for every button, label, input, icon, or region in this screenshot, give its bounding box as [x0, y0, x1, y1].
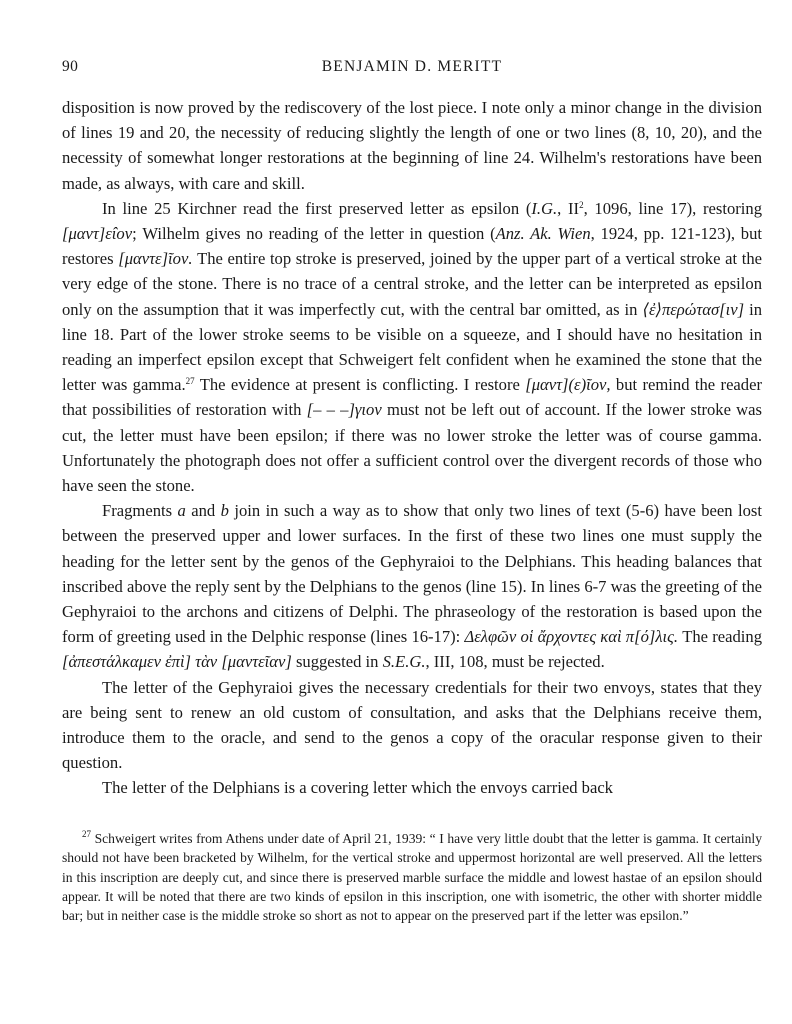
running-head [62, 58, 762, 84]
text-run: The entire top stroke is preserved, joined by the upper part of a vertical stroke at the very edge of the stone. There is no trace of a central stroke, and the letter can be interpreted as epsilon only on the assumption that it was imperfectly cut, with the central bar omitted, as in [62, 249, 762, 319]
greek-restoration: [μαντ](ε)ῖον, [525, 375, 611, 395]
paragraph-2 [62, 196, 762, 498]
footnote-marker: 27 [82, 828, 91, 839]
citation-seg: S.E.G. [382, 652, 426, 672]
text-run: but remind the reader that possibilities of restoration with [62, 375, 762, 420]
text-run: ; Wilhelm gives no reading of the letter in question ( [132, 224, 496, 244]
page-number: 90 [62, 58, 79, 75]
fragment-label: a [177, 501, 186, 521]
footnote-text: Schweigert writes from Athens under date of April 21, 1939: “ I have very little doubt that the letter is gamma. It certainly should not have been bracketed by Wilhelm, for the vertical stroke and uppermost horizontal are well preserved. All the letters in this inscription are deeply cut, and since there is preserved marble surface the middle and lowest hastae of an epsilon should appear. It will be noted that there are two kinds of epsilon in this inscription, one with isometric, the other with shorter middle bar; but in neither case is the middle stroke so short as not to appear on the preserved part if the letter was epsilon.” [62, 830, 762, 924]
paragraph-3 [62, 498, 762, 674]
text-run: Fragments [102, 501, 178, 521]
paragraph-5 [62, 775, 762, 800]
text-run: In line 25 Kirchner read the first preserved letter as epsilon ( [102, 198, 532, 218]
text-run: The reading [678, 627, 763, 647]
text-run: disposition is now proved by the rediscovery of the lost piece. I note only a minor change in the division of lines 19 and 20, the necessity of reducing slightly the length of one or two lines (8, 10, 20), and the necessity of somewhat longer restorations at the beginning of line 24. Wilhelm's restorations have been made, as always, with care and skill. [62, 98, 762, 193]
text-run: and [185, 501, 221, 521]
text-run: , 1096, line 17), restoring [583, 198, 762, 218]
citation-ig: I.G. [531, 198, 558, 218]
running-title: BENJAMIN D. MERITT [321, 58, 503, 75]
text-run: join in such a way as to show that only two lines of text (5-6) have been lost between the preserved upper and lower surfaces. In the first of these two lines one must supply the heading for the letter sent by the genos of the Gephyraioi to the Delphians. This heading balances that inscribed above the reply sent by the Delphians to the genos (line 15). In lines 6-7 was the greeting of the Gephyraioi to the archons and citizens of Delphi. The phraseology of the restoration is based upon the form of greeting used in the Delphic response (lines 16-17): [62, 501, 762, 647]
superscript: 2 [579, 199, 584, 210]
greek-restoration: ⟨ἐ⟩περώτασ[ιν] [642, 299, 745, 319]
paragraph-4 [62, 675, 762, 776]
greek-quotation: [ἀπεστάλκαμεν ἐπὶ] τὰν [μαντεῖαν] [62, 652, 292, 672]
page [62, 58, 762, 926]
citation-journal: Anz. Ak. Wien [495, 224, 591, 244]
paragraph-1 [62, 95, 762, 196]
text-run: suggested in [291, 652, 383, 672]
text-run: The evidence at present is conflicting. I restore [194, 375, 526, 395]
text-run: in line 18. Part of the lower stroke seems to be visible on a squeeze, and I should have no hesitation in reading an imperfect epsilon except that Schweigert felt confident when he examined the stone that the letter was gamma. [62, 299, 762, 395]
body-text [62, 95, 762, 801]
text-run: , 1924, pp. 121-123), but restores [62, 224, 762, 269]
text-run: , II [557, 198, 580, 218]
text-run: The letter of the Gephyraioi gives the necessary credentials for their two envoys, states that they are being sent to renew an old custom of consultation, and asks that the Delphians receive them, introduce them to the oracle, and send to the genos a copy of the oracular response given to their question. [62, 677, 762, 773]
footnote [62, 829, 762, 926]
fragment-label: b [220, 501, 229, 521]
greek-restoration: [– – –]γιον [306, 400, 382, 420]
greek-restoration: [μαντε]ῖον. [118, 249, 193, 269]
text-run: must not be left out of account. If the lower stroke was cut, the letter must have been epsilon; if there was no lower stroke the letter was of course gamma. Unfortunately the photograph does not offer a sufficient control over the divergent records of those who have seen the stone. [62, 400, 762, 496]
text-run: The letter of the Delphians is a covering letter which the envoys carried back [102, 778, 613, 798]
text-run: , III, 108, must be rejected. [425, 652, 605, 672]
footnote-27 [62, 829, 762, 926]
greek-restoration: [μαντ]ε̂ιον [62, 224, 133, 244]
footnote-ref: 27 [185, 376, 195, 387]
greek-quotation: Δελφῶν οἱ ἄρχοντες καὶ π[ό]λις. [464, 627, 679, 647]
